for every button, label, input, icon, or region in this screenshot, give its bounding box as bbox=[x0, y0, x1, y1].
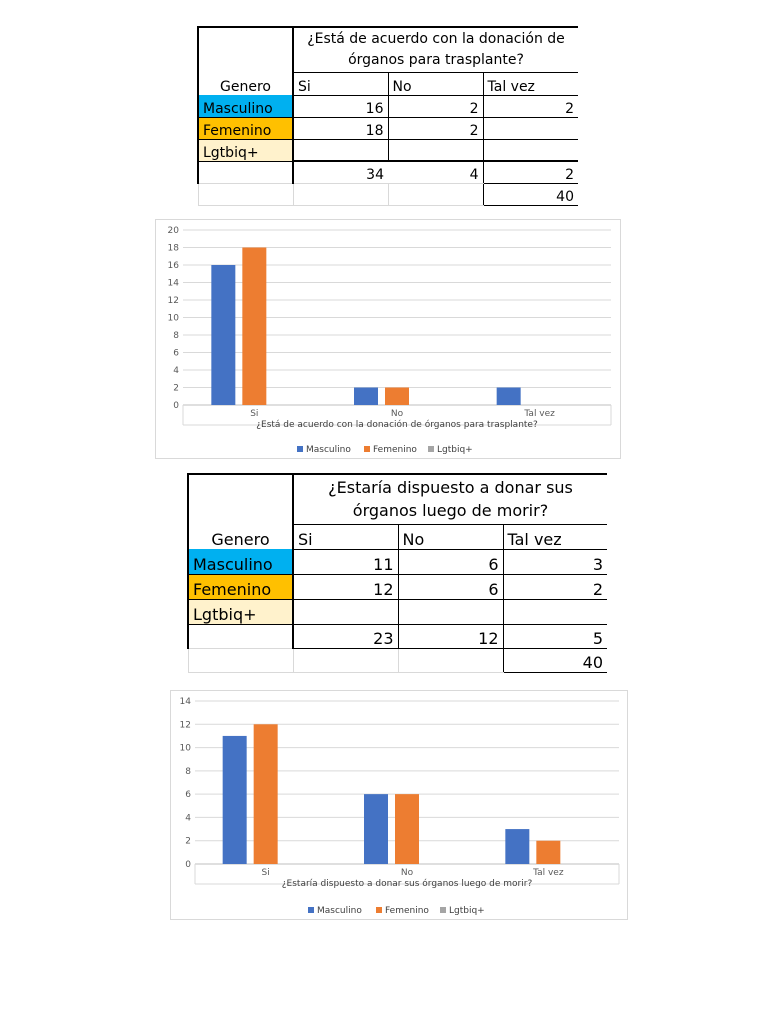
y-tick-label: 14 bbox=[167, 278, 179, 289]
y-tick-label: 0 bbox=[185, 860, 191, 870]
row-label-femenino: Femenino bbox=[188, 574, 293, 599]
bar-femenino-no bbox=[385, 388, 409, 406]
bar-femenino-talvez bbox=[536, 841, 560, 864]
legend-swatch bbox=[440, 907, 446, 913]
total-talvez: 5 bbox=[503, 624, 607, 648]
empty-cell bbox=[293, 183, 388, 205]
x-axis-title: ¿Está de acuerdo con la donación de órganos para trasplante? bbox=[256, 420, 538, 430]
question-header: ¿Estaría dispuesto a donar sus órganos luego de morir? bbox=[293, 474, 607, 524]
legend-swatch bbox=[297, 446, 303, 452]
x-category-label: Si bbox=[250, 409, 259, 419]
table-row bbox=[198, 161, 578, 183]
row-label-lgtbiq: Lgtbiq+ bbox=[198, 139, 293, 161]
y-tick-label: 8 bbox=[185, 766, 191, 777]
legend-swatch bbox=[376, 907, 382, 913]
grand-total: 40 bbox=[483, 183, 578, 205]
total-si: 23 bbox=[293, 624, 398, 648]
bar-masculino-si bbox=[223, 736, 247, 864]
cell-value: 11 bbox=[293, 549, 398, 574]
table-row bbox=[198, 27, 578, 72]
legend-label: Masculino bbox=[317, 906, 362, 916]
x-category-label: No bbox=[400, 868, 414, 878]
chart-willing-to-donate bbox=[170, 690, 628, 920]
legend-swatch bbox=[428, 446, 434, 452]
table-row bbox=[198, 95, 578, 117]
bar-chart-1 bbox=[156, 220, 620, 458]
table-row bbox=[188, 648, 607, 672]
x-category-label: Tal vez bbox=[524, 409, 555, 419]
bar-masculino-no bbox=[364, 794, 388, 864]
row-label-masculino: Masculino bbox=[188, 549, 293, 574]
answer-header-no: No bbox=[398, 524, 503, 549]
cell-value: 18 bbox=[293, 117, 388, 139]
y-tick-label: 6 bbox=[173, 348, 179, 359]
row-label-femenino: Femenino bbox=[198, 117, 293, 139]
legend-label: Femenino bbox=[385, 906, 429, 916]
cell-value: 3 bbox=[503, 549, 607, 574]
table-row bbox=[198, 117, 578, 139]
y-tick-label: 16 bbox=[167, 261, 179, 271]
legend-swatch bbox=[308, 907, 314, 913]
cell-value: 6 bbox=[398, 549, 503, 574]
row-label-lgtbiq: Lgtbiq+ bbox=[188, 599, 293, 624]
y-tick-label: 4 bbox=[173, 366, 179, 376]
cell-value: 2 bbox=[388, 117, 483, 139]
table-row bbox=[198, 139, 578, 161]
cell-value bbox=[503, 599, 607, 624]
cell-value: 2 bbox=[388, 95, 483, 117]
y-tick-label: 2 bbox=[185, 836, 191, 847]
y-tick-label: 6 bbox=[185, 790, 191, 801]
empty-cell bbox=[198, 161, 293, 183]
cell-value bbox=[483, 117, 578, 139]
genero-header-cell bbox=[198, 27, 293, 95]
table-row bbox=[188, 599, 607, 624]
x-category-label: Si bbox=[261, 868, 270, 878]
genero-label: Genero bbox=[211, 530, 270, 549]
genero-header-cell bbox=[188, 474, 293, 549]
table-willing-to-donate bbox=[187, 473, 607, 673]
y-tick-label: 12 bbox=[167, 296, 179, 306]
row-label-masculino: Masculino bbox=[198, 95, 293, 117]
legend-label: Lgtbiq+ bbox=[449, 906, 485, 916]
cell-value bbox=[293, 599, 398, 624]
cell-value: 2 bbox=[483, 95, 578, 117]
x-category-label: No bbox=[390, 409, 404, 419]
y-tick-label: 4 bbox=[185, 813, 191, 824]
legend-label: Masculino bbox=[306, 445, 351, 455]
answer-header-si: Si bbox=[293, 72, 388, 95]
total-no: 4 bbox=[388, 161, 483, 183]
bar-femenino-no bbox=[395, 794, 419, 864]
table-organ-donation-agreement bbox=[197, 26, 578, 206]
y-tick-label: 12 bbox=[179, 720, 191, 731]
answer-header-talvez: Tal vez bbox=[483, 72, 578, 95]
legend-swatch bbox=[364, 446, 370, 452]
y-tick-label: 10 bbox=[179, 743, 191, 754]
grand-total: 40 bbox=[503, 648, 607, 672]
x-axis-title: ¿Estaría dispuesto a donar sus órganos luego de morir? bbox=[281, 879, 533, 889]
y-tick-label: 18 bbox=[167, 243, 179, 254]
y-tick-label: 20 bbox=[167, 226, 179, 236]
empty-cell bbox=[198, 183, 293, 205]
cell-value bbox=[293, 139, 388, 161]
y-tick-label: 8 bbox=[173, 331, 179, 341]
empty-cell bbox=[293, 648, 398, 672]
x-category-label: Tal vez bbox=[533, 868, 564, 878]
answer-header-talvez: Tal vez bbox=[503, 524, 607, 549]
y-tick-label: 14 bbox=[179, 697, 191, 707]
bar-masculino-talvez bbox=[497, 388, 521, 406]
cell-value bbox=[388, 139, 483, 161]
question-header: ¿Está de acuerdo con la donación de órganos para trasplante? bbox=[293, 27, 578, 72]
answer-header-si: Si bbox=[293, 524, 398, 549]
empty-cell bbox=[398, 648, 503, 672]
empty-cell bbox=[188, 624, 293, 648]
bar-masculino-si bbox=[211, 265, 235, 405]
bar-chart-2 bbox=[171, 691, 627, 919]
bar-femenino-si bbox=[242, 248, 266, 406]
cell-value bbox=[398, 599, 503, 624]
cell-value: 6 bbox=[398, 574, 503, 599]
total-no: 12 bbox=[398, 624, 503, 648]
cell-value: 2 bbox=[503, 574, 607, 599]
bar-femenino-si bbox=[254, 724, 278, 864]
empty-cell bbox=[188, 648, 293, 672]
cell-value: 16 bbox=[293, 95, 388, 117]
genero-label: Genero bbox=[220, 79, 271, 95]
chart-organ-donation-agreement bbox=[155, 219, 621, 459]
empty-cell bbox=[388, 183, 483, 205]
table-row bbox=[198, 183, 578, 205]
bar-masculino-no bbox=[354, 388, 378, 406]
legend-label: Lgtbiq+ bbox=[437, 445, 473, 455]
cell-value: 12 bbox=[293, 574, 398, 599]
total-si: 34 bbox=[293, 161, 388, 183]
cell-value bbox=[483, 139, 578, 161]
total-talvez: 2 bbox=[483, 161, 578, 183]
y-tick-label: 10 bbox=[167, 313, 179, 324]
y-tick-label: 0 bbox=[173, 401, 179, 411]
answer-header-no: No bbox=[388, 72, 483, 95]
table-row bbox=[188, 474, 607, 524]
bar-masculino-talvez bbox=[505, 829, 529, 864]
table-row bbox=[188, 549, 607, 574]
table-row bbox=[188, 624, 607, 648]
y-tick-label: 2 bbox=[173, 383, 179, 394]
table-row bbox=[188, 574, 607, 599]
legend-label: Femenino bbox=[373, 445, 417, 455]
